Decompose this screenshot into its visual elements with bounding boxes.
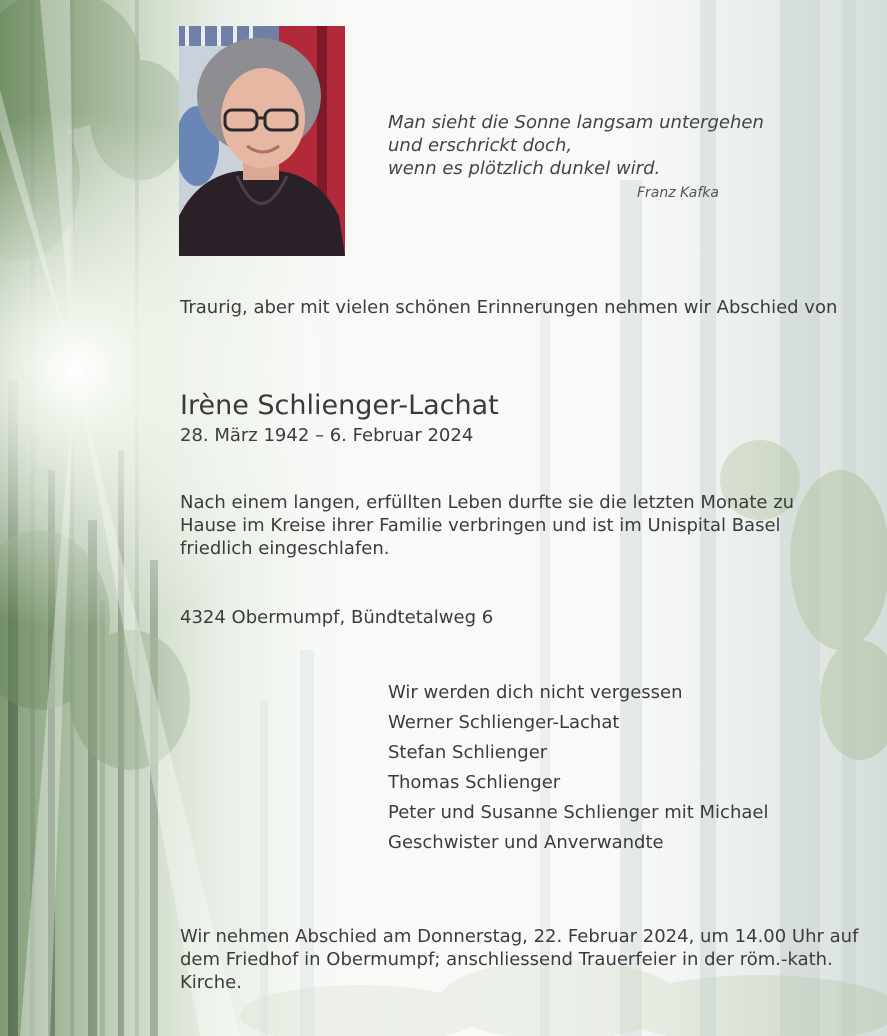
mourners-list-item: Peter und Susanne Schlienger mit Michael — [388, 802, 769, 823]
portrait-photo — [179, 26, 345, 256]
quote-author: Franz Kafka — [637, 185, 719, 201]
funeral-service-text: Wir nehmen Abschied am Donnerstag, 22. Februar 2024, um 14.00 Uhr auf dem Friedhof in Obermumpf; anschliessend Trauerfeier in der röm.-kath. Kirche. — [180, 926, 859, 993]
quote-line: wenn es plötzlich dunkel wird. — [388, 158, 661, 179]
mourners-list-item: Wir werden dich nicht vergessen — [388, 682, 683, 703]
family-address: 4324 Obermumpf, Bündtetalweg 6 — [180, 607, 494, 628]
deceased-name: Irène Schlienger-Lachat — [180, 390, 499, 421]
mourners-list-item: Werner Schlienger-Lachat — [388, 712, 620, 733]
quote-text — [388, 111, 808, 180]
mourners-list-item: Thomas Schlienger — [388, 772, 561, 793]
quote-line: Man sieht die Sonne langsam untergehen — [388, 112, 764, 133]
life-dates: 28. März 1942 – 6. Februar 2024 — [180, 425, 474, 446]
intro-text: Traurig, aber mit vielen schönen Erinnerungen nehmen wir Abschied von — [180, 297, 838, 318]
life-story-text: Nach einem langen, erfüllten Leben durfte sie die letzten Monate zu Hause im Kreise ihrer Familie verbringen und ist im Unispital Basel friedlich eingeschlafen. — [180, 492, 795, 559]
quote-line: und erschrickt doch, — [388, 135, 573, 156]
mourners-list — [388, 680, 768, 860]
mourners-list-item: Geschwister und Anverwandte — [388, 832, 664, 853]
mourners-list-item: Stefan Schlienger — [388, 742, 548, 763]
